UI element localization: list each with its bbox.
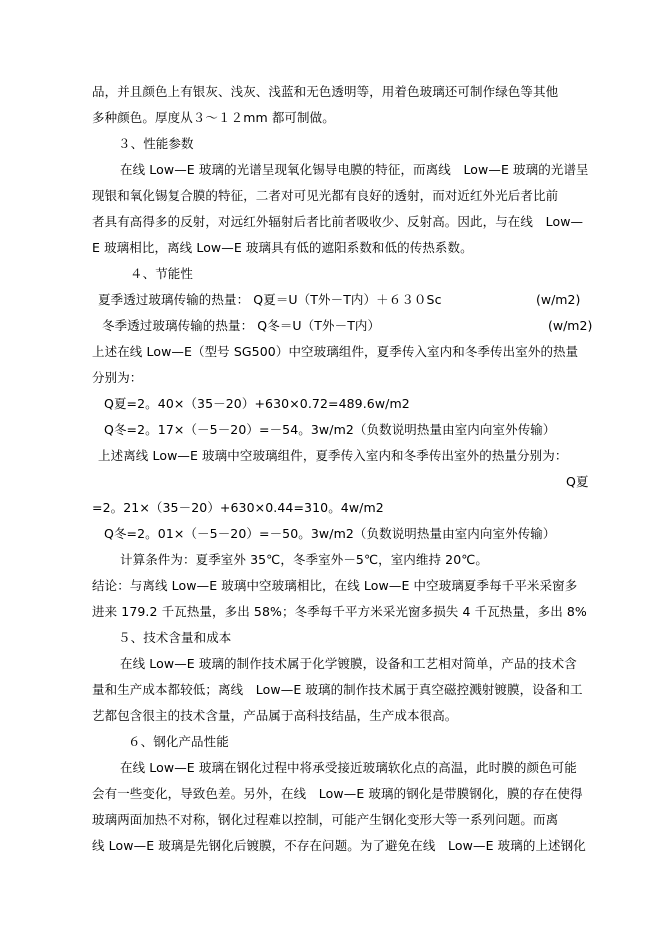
text-line: 量和生产成本都较低；离线 Low—E 玻璃的制作技术属于真空磁控溅射镀膜，设备和工 bbox=[92, 682, 583, 697]
text-line: 在线 Low—E 玻璃的制作技术属于化学镀膜，设备和工艺相对简单，产品的技术含 bbox=[120, 656, 577, 671]
text-line: 品，并且颜色上有银灰、浅灰、浅蓝和无色透明等，用着色玻璃还可制作绿色等其他 bbox=[92, 84, 559, 99]
formula-line: Q夏=2。40×（35－20）+630×0.72=489.6w/m2 bbox=[104, 396, 410, 411]
section-heading: ４、节能性 bbox=[130, 266, 194, 281]
text-line: 上述离线 Low—E 玻璃中空玻璃组件，夏季传入室内和冬季传出室外的热量分别为： bbox=[98, 448, 568, 463]
section-heading: ３、性能参数 bbox=[118, 136, 194, 151]
text-line: 会有一些变化，导致色差。另外，在线 Low—E 玻璃的钢化是带膜钢化，膜的存在使得 bbox=[92, 786, 583, 801]
text-line: 分别为： bbox=[92, 370, 143, 385]
text-line: 结论：与离线 Low—E 玻璃中空玻璃相比，在线 Low—E 中空玻璃夏季每千平米采窗多 bbox=[92, 578, 578, 593]
formula-line: 夏季透过玻璃传输的热量： Q夏＝U（T外－T内）＋６３０Sc bbox=[98, 292, 442, 307]
formula-line: Q冬=2。17×（－5－20）=－54。3w/m2（负数说明热量由室内向室外传输） bbox=[104, 422, 556, 437]
text-line: 计算条件为：夏季室外 35℃，冬季室外－5℃，室内维持 20℃。 bbox=[120, 552, 489, 567]
section-heading: ６、钢化产品性能 bbox=[128, 734, 229, 749]
formula-line: 冬季透过玻璃传输的热量： Q冬＝U（T外－T内） bbox=[102, 318, 381, 333]
text-line: 进来 179.2 千瓦热量，多出 58%；冬季每千平方米采光窗多损失 4 千瓦热量，多出 8% bbox=[92, 604, 587, 619]
formula-fragment: Q夏 bbox=[566, 474, 589, 489]
unit-label: (w/m2) bbox=[536, 292, 581, 307]
unit-label: (w/m2) bbox=[548, 318, 593, 333]
text-line: 在线 Low—E 玻璃在钢化过程中将承受接近玻璃软化点的高温，此时膜的颜色可能 bbox=[120, 760, 577, 775]
text-line: E 玻璃相比，离线 Low—E 玻璃具有低的遮阳系数和低的传热系数。 bbox=[92, 240, 473, 255]
text-line: 现银和氧化锡复合膜的特征，二者对可见光都有良好的透射，而对近红外光后者比前 bbox=[92, 188, 559, 203]
section-heading: ５、技术含量和成本 bbox=[118, 630, 232, 645]
formula-line: Q冬=2。01×（－5－20）=－50。3w/m2（负数说明热量由室内向室外传输） bbox=[104, 526, 556, 541]
formula-line: =2。21×（35－20）+630×0.44=310。4w/m2 bbox=[92, 500, 384, 515]
text-line: 在线 Low—E 玻璃的光谱呈现氧化锡导电膜的特征，而离线 Low—E 玻璃的光谱呈 bbox=[120, 162, 589, 177]
text-line: 上述在线 Low—E（型号 SG500）中空玻璃组件，夏季传入室内和冬季传出室外的热量 bbox=[92, 344, 579, 359]
text-line: 玻璃两面加热不对称，钢化过程难以控制，可能产生钢化变形大等一系列问题。而离 bbox=[92, 812, 559, 827]
text-line: 艺都包含很主的技术含量，产品属于高科技结晶，生产成本很高。 bbox=[92, 708, 458, 723]
text-line: 者具有高得多的反射，对远红外辐射后者比前者吸收少、反射高。因此，与在线 Low— bbox=[92, 214, 584, 229]
text-line: 多种颜色。厚度从３～１２mm 都可制做。 bbox=[92, 110, 335, 125]
text-line: 线 Low—E 玻璃是先钢化后镀膜，不存在问题。为了避免在线 Low—E 玻璃的上述钢化 bbox=[92, 838, 586, 853]
